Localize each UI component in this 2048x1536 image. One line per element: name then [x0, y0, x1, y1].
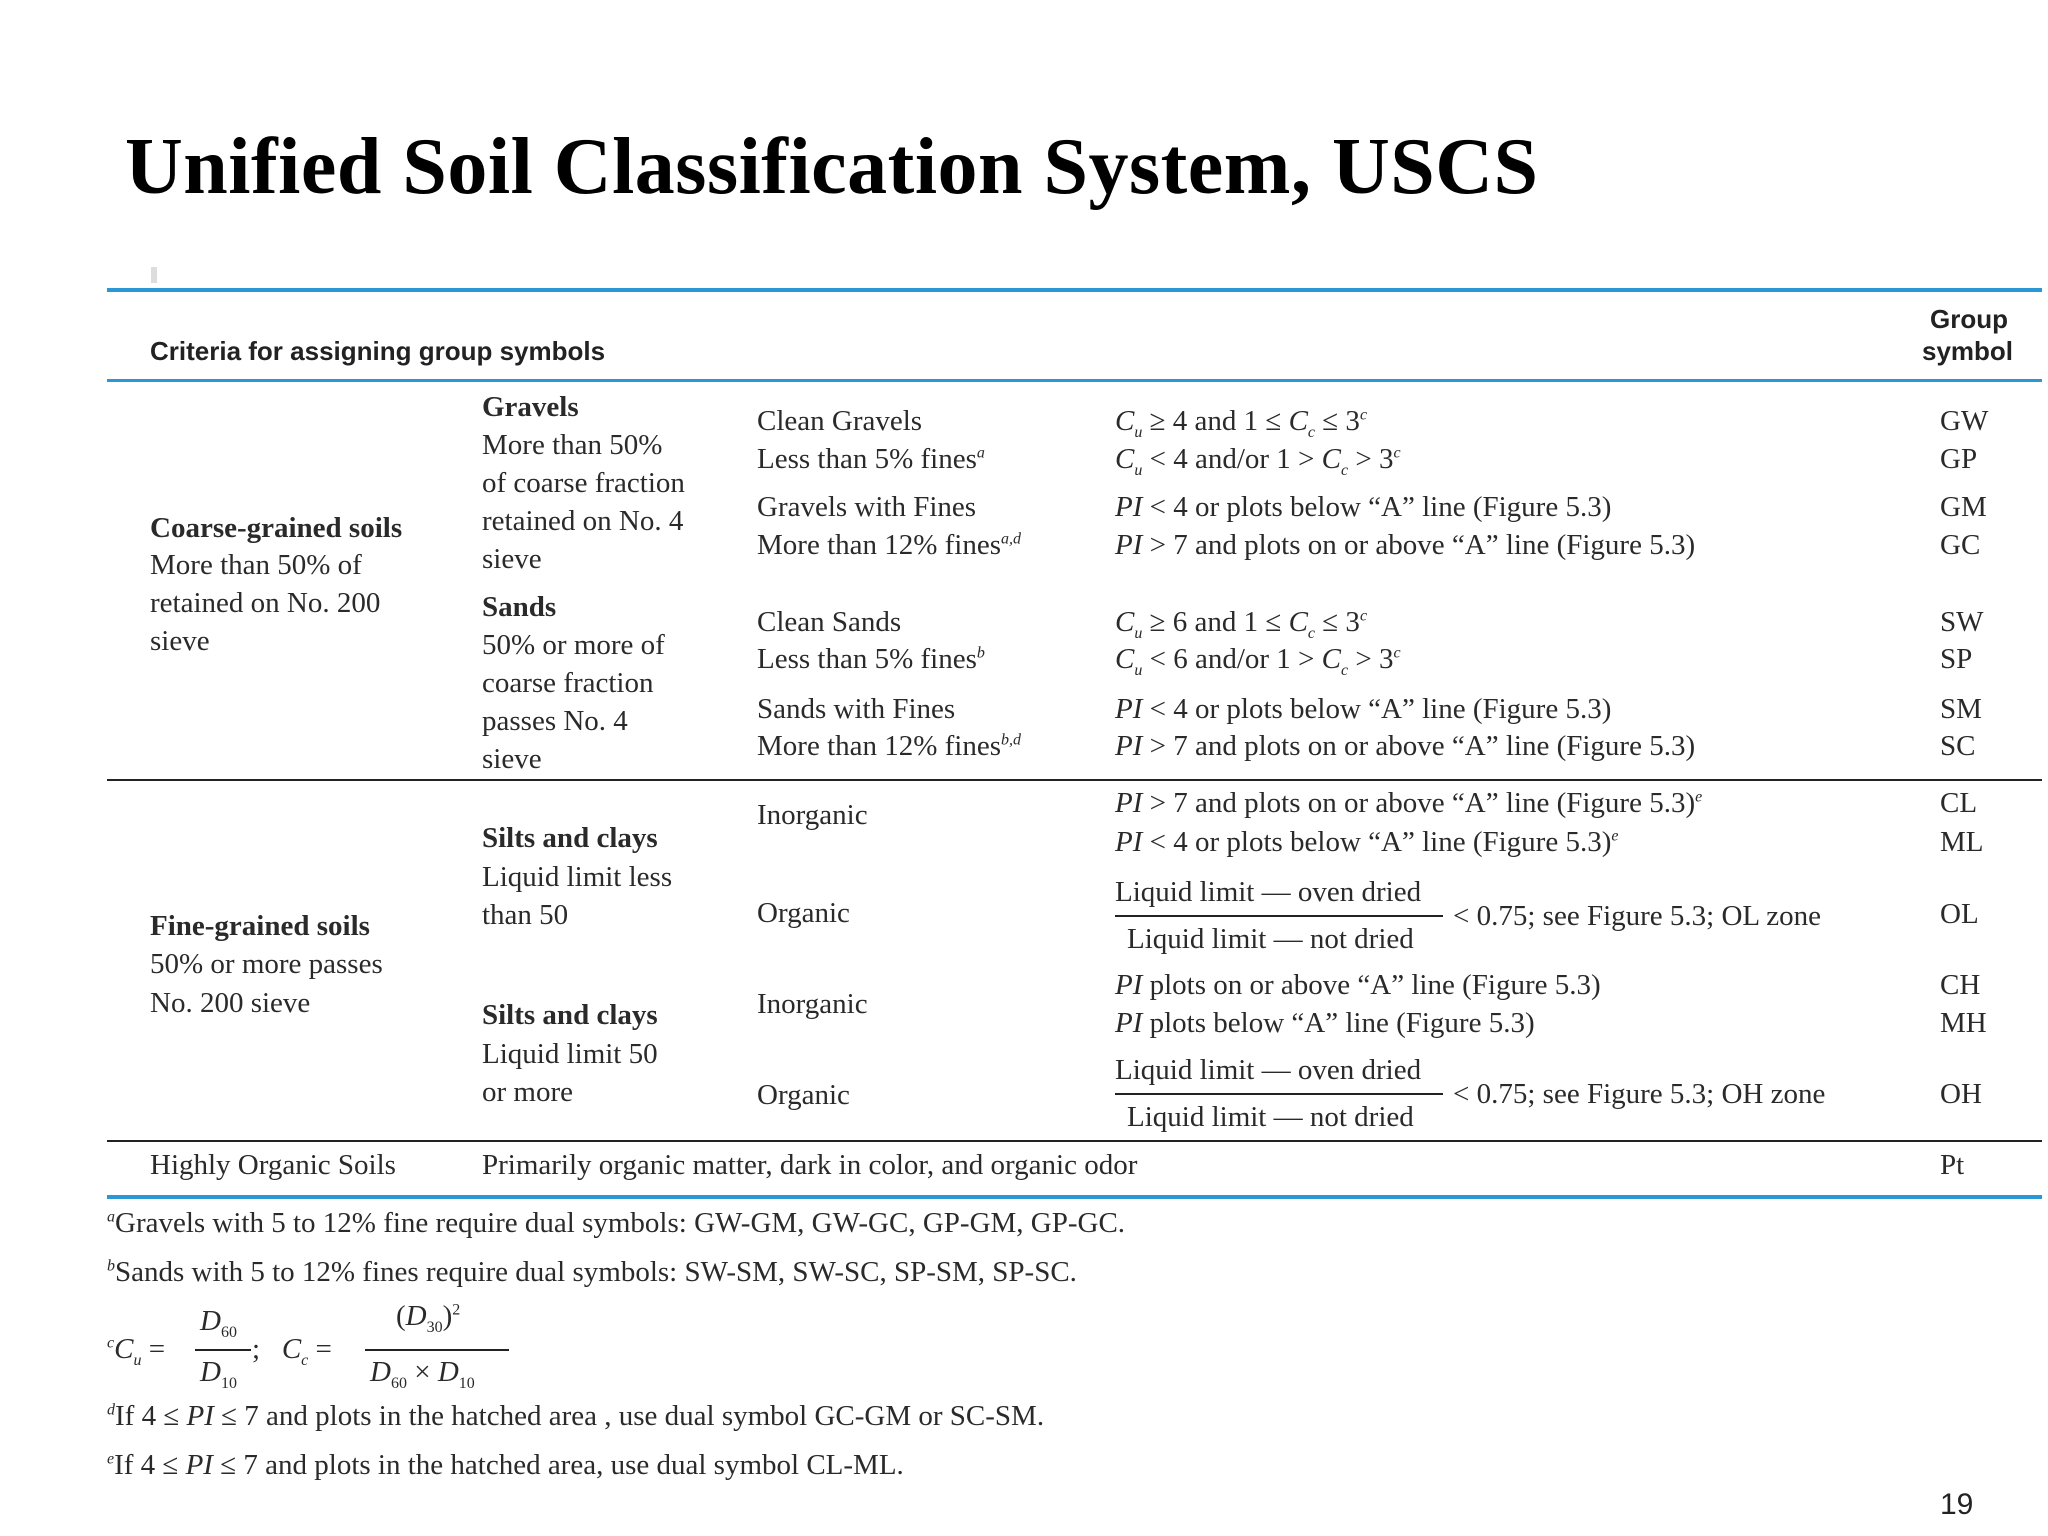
- footnote-b: $^b$Sands with 5 to 12% fines require dual symbols: SW-SM, SW-SC, SP-SM, SP-SC.: [107, 1256, 1077, 1288]
- organic-label: Organic: [757, 897, 850, 929]
- criteria-oh: < 0.75; see Figure 5.3; OH zone: [1453, 1078, 1826, 1110]
- silts-low-line: Liquid limit less: [482, 861, 673, 893]
- cu-numerator: $D_{60}$: [200, 1305, 237, 1341]
- symbol-sc: SC: [1940, 730, 1976, 762]
- cc-label: ; $C_c$ =: [252, 1333, 332, 1369]
- organic-label: Organic: [757, 1079, 850, 1111]
- gravels-line: More than 50%: [482, 429, 663, 461]
- criteria-sm: PI < 4 or plots below “A” line (Figure 5.3): [1115, 693, 1612, 725]
- page-title: Unified Soil Classification System, USCS: [125, 123, 1539, 211]
- footnote-a: $^a$Gravels with 5 to 12% fine require dual symbols: GW-GM, GW-GC, GP-GM, GP-GC.: [107, 1207, 1126, 1239]
- criteria-gw: $C_u \ge 4$ and $1 \le C_c \le 3^c$: [1115, 405, 1368, 441]
- criteria-gm: PI < 4 or plots below “A” line (Figure 5.3): [1115, 491, 1612, 523]
- decorative-tick: [151, 267, 157, 283]
- ol-fraction-bar: [1115, 915, 1443, 917]
- oh-fraction-denominator: Liquid limit — not dried: [1127, 1101, 1414, 1133]
- sands-heading: Sands: [482, 591, 557, 623]
- sands-line: passes No. 4: [482, 705, 628, 737]
- table-top-rule: [107, 288, 2042, 292]
- silts-high-line: or more: [482, 1076, 573, 1108]
- coarse-fine-divider: [107, 779, 2042, 781]
- gravels-line: sieve: [482, 543, 542, 575]
- clean-sands-label: Clean Sands: [757, 606, 902, 638]
- fine-line: 50% or more passes: [150, 948, 383, 980]
- symbol-ch: CH: [1940, 969, 1981, 1001]
- symbol-gc: GC: [1940, 529, 1981, 561]
- ol-fraction-denominator: Liquid limit — not dried: [1127, 923, 1414, 955]
- header-bottom-rule: [107, 379, 2042, 382]
- footnote-c-mark: $^cC_u$ =: [107, 1333, 166, 1369]
- sands-line: coarse fraction: [482, 667, 654, 699]
- symbol-pt: Pt: [1940, 1149, 1965, 1181]
- sands-line: sieve: [482, 743, 542, 775]
- ol-fraction-numerator: Liquid limit — oven dried: [1115, 876, 1422, 908]
- gravels-fines-label: Gravels with Fines: [757, 491, 977, 523]
- criteria-gp: $C_u < 4$ and/or $1 > C_c > 3^c$: [1115, 443, 1401, 479]
- symbol-ol: OL: [1940, 898, 1979, 930]
- criteria-sw: $C_u \ge 6$ and $1 \le C_c \le 3^c$: [1115, 606, 1368, 642]
- symbol-mh: MH: [1940, 1007, 1987, 1039]
- silts-high-line: Liquid limit 50: [482, 1038, 658, 1070]
- sands-fines-desc: More than 12% fines$^{b,d}$: [757, 730, 1022, 762]
- page-number: 19: [1940, 1488, 1974, 1521]
- criteria-sp: $C_u < 6$ and/or $1 > C_c > 3^c$: [1115, 643, 1401, 679]
- symbol-oh: OH: [1940, 1078, 1982, 1110]
- gravels-fines-desc: More than 12% fines$^{a,d}$: [757, 529, 1022, 561]
- criteria-ml: PI < 4 or plots below “A” line (Figure 5.3)$^e$: [1115, 826, 1619, 858]
- symbol-sp: SP: [1940, 643, 1973, 675]
- group-header-line1: Group: [1930, 304, 2008, 334]
- sands-line: 50% or more of: [482, 629, 665, 661]
- footnote-d: $^d$If 4 ≤ PI ≤ 7 and plots in the hatched area , use dual symbol GC-GM or SC-SM.: [107, 1400, 1045, 1432]
- oh-fraction-bar: [1115, 1093, 1443, 1095]
- fine-organic-divider: [107, 1140, 2042, 1142]
- highly-organic-desc: Primarily organic matter, dark in color, and organic odor: [482, 1149, 1138, 1181]
- symbol-sw: SW: [1940, 606, 1984, 638]
- criteria-mh: PI plots below “A” line (Figure 5.3): [1115, 1007, 1535, 1039]
- symbol-sm: SM: [1940, 693, 1982, 725]
- criteria-ch: PI plots on or above “A” line (Figure 5.3): [1115, 969, 1601, 1001]
- criteria-sc: PI > 7 and plots on or above “A” line (Figure 5.3): [1115, 730, 1696, 762]
- group-header-line2: symbol: [1922, 336, 2014, 366]
- footnote-e: $^e$If 4 ≤ PI ≤ 7 and plots in the hatched area, use dual symbol CL-ML.: [107, 1449, 904, 1481]
- gravels-heading: Gravels: [482, 391, 579, 423]
- clean-gravels-desc: Less than 5% fines$^a$: [757, 443, 985, 475]
- fine-heading: Fine-grained soils: [150, 910, 370, 942]
- criteria-cl: PI > 7 and plots on or above “A” line (Figure 5.3)$^e$: [1115, 787, 1703, 819]
- clean-gravels-label: Clean Gravels: [757, 405, 923, 437]
- silts-low-heading: Silts and clays: [482, 822, 658, 854]
- table-bottom-rule: [107, 1195, 2042, 1199]
- fine-line: No. 200 sieve: [150, 987, 311, 1019]
- inorganic-label: Inorganic: [757, 799, 868, 831]
- cu-denominator: $D_{10}$: [200, 1356, 237, 1392]
- gravels-line: retained on No. 4: [482, 505, 684, 537]
- symbol-cl: CL: [1940, 787, 1978, 819]
- cc-fraction-bar: [365, 1349, 509, 1351]
- symbol-gp: GP: [1940, 443, 1978, 475]
- cc-numerator: $(D_{30})^2$: [396, 1300, 461, 1336]
- oh-fraction-numerator: Liquid limit — oven dried: [1115, 1054, 1422, 1086]
- sands-fines-label: Sands with Fines: [757, 693, 956, 725]
- criteria-gc: PI > 7 and plots on or above “A” line (Figure 5.3): [1115, 529, 1696, 561]
- gravels-line: of coarse fraction: [482, 467, 685, 499]
- cu-fraction-bar: [195, 1349, 251, 1351]
- criteria-ol: < 0.75; see Figure 5.3; OL zone: [1453, 900, 1822, 932]
- criteria-header: Criteria for assigning group symbols: [150, 336, 606, 366]
- cc-denominator: $D_{60} \times D_{10}$: [370, 1356, 475, 1392]
- coarse-line: retained on No. 200: [150, 587, 381, 619]
- highly-organic-label: Highly Organic Soils: [150, 1149, 396, 1181]
- symbol-ml: ML: [1940, 826, 1984, 858]
- symbol-gm: GM: [1940, 491, 1987, 523]
- clean-sands-desc: Less than 5% fines$^b$: [757, 643, 985, 675]
- coarse-heading: Coarse-grained soils: [150, 512, 403, 544]
- symbol-gw: GW: [1940, 405, 1989, 437]
- silts-high-heading: Silts and clays: [482, 999, 658, 1031]
- silts-low-line: than 50: [482, 899, 569, 931]
- inorganic-label: Inorganic: [757, 988, 868, 1020]
- coarse-line: sieve: [150, 625, 210, 657]
- coarse-line: More than 50% of: [150, 549, 362, 581]
